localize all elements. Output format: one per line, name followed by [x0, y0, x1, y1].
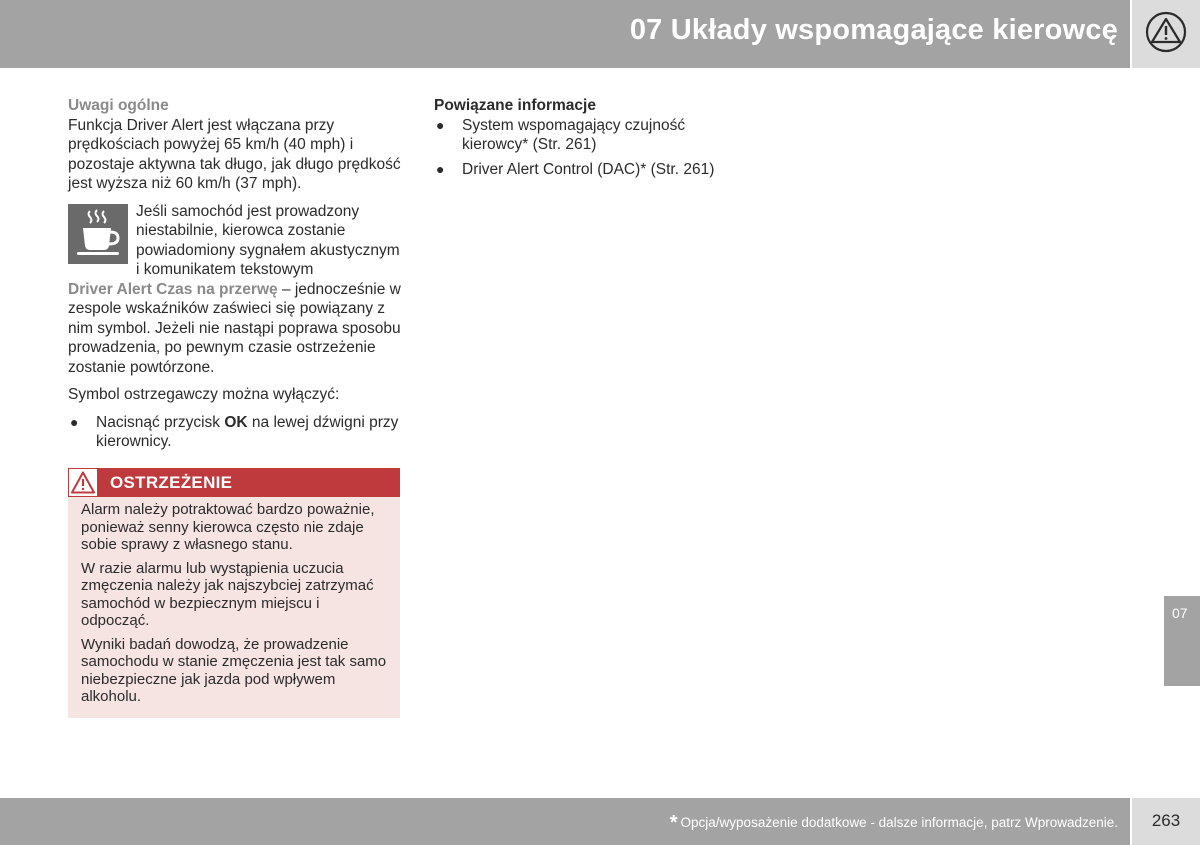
- related-link-item[interactable]: [434, 116, 744, 155]
- coffee-cup-icon: [68, 204, 128, 264]
- right-column: [434, 96, 744, 184]
- message-label: Driver Alert Czas na przerwę: [68, 280, 278, 298]
- page-number-box: [1132, 798, 1200, 845]
- page-header: [0, 0, 1130, 68]
- left-column: [68, 96, 403, 457]
- icon-text: Jeśli samochód jest prowadzony niestabilnie, kierowca zostanie powiadomiony sygnałem akustycznym i komunikatem tekstowym: [136, 202, 400, 278]
- message-continuation: – jednocześnie w zespole wskaźników zaświeci się powiązany z nim symbol. Jeżeli nie nastąpi poprawa sposobu prowadzenia, po pewnym czasie ostrzeżenie zostanie powtórzone.: [68, 280, 401, 376]
- related-links-list: [434, 116, 744, 180]
- warning-title: OSTRZEŻENIE: [110, 473, 233, 492]
- list-item: [68, 413, 403, 452]
- chapter-side-tab[interactable]: [1164, 596, 1200, 686]
- warning-paragraph: Wyniki badań dowodzą, że prowadzenie samochodu w stanie zmęczenia jest tak samo niebezpieczne jak jazda pod wpływem alkoholu.: [81, 635, 387, 705]
- chapter-title: 07 Układy wspomagające kierowcę: [629, 14, 1118, 46]
- page-footer: [0, 798, 1130, 845]
- warning-triangle-icon: [1145, 10, 1187, 54]
- asterisk: *: [669, 812, 678, 834]
- bullet-icon: ●: [70, 413, 79, 430]
- bullet-text: Nacisnąć przycisk: [96, 413, 225, 431]
- ok-button-label: OK: [224, 413, 248, 431]
- related-link[interactable]: Driver Alert Control (DAC)* (Str. 261): [462, 160, 715, 178]
- section-heading: Uwagi ogólne: [68, 97, 169, 114]
- related-link[interactable]: System wspomagający czujność kierowcy* (Str. 261): [462, 116, 686, 153]
- warning-box: [68, 468, 400, 718]
- page-number: 263: [1151, 811, 1181, 830]
- warning-body: [68, 497, 400, 706]
- bullet-icon: ●: [436, 116, 445, 133]
- header-icon-box: [1132, 0, 1200, 68]
- bullet-icon: ●: [436, 160, 445, 177]
- symbol-text: Symbol ostrzegawczy można wyłączyć:: [68, 386, 340, 403]
- related-info-heading: Powiązane informacje: [434, 97, 596, 114]
- icon-block: [68, 202, 403, 280]
- warning-paragraph: Alarm należy potraktować bardzo poważnie, ponieważ senny kierowca często nie zdaje sobie sprawy z własnego stanu.: [81, 501, 375, 553]
- intro-paragraph: Funkcja Driver Alert jest włączana przy prędkościach powyżej 65 km/h (40 mph) i pozostaje aktywna tak długo, jak długo prędkość jest wyższa niż 60 km/h (37 mph).: [68, 116, 401, 192]
- warning-header: [68, 468, 400, 497]
- warning-triangle-icon: [71, 471, 95, 494]
- footer-note-text: Opcja/wyposażenie dodatkowe - dalsze informacje, patrz Wprowadzenie.: [680, 815, 1118, 830]
- bullet-text-end: na lewej dźwigni przy kierownicy.: [96, 413, 399, 450]
- side-tab-label: 07: [1172, 605, 1188, 621]
- related-link-item[interactable]: [434, 160, 744, 180]
- warning-paragraph: W razie alarmu lub wystąpienia uczucia zmęczenia należy jak najszybciej zatrzymać samochód w bezpiecznym miejscu i odpocząć.: [81, 559, 374, 629]
- footer-note: [670, 812, 1118, 835]
- instruction-list: [68, 413, 403, 452]
- warning-symbol-box: [69, 469, 97, 496]
